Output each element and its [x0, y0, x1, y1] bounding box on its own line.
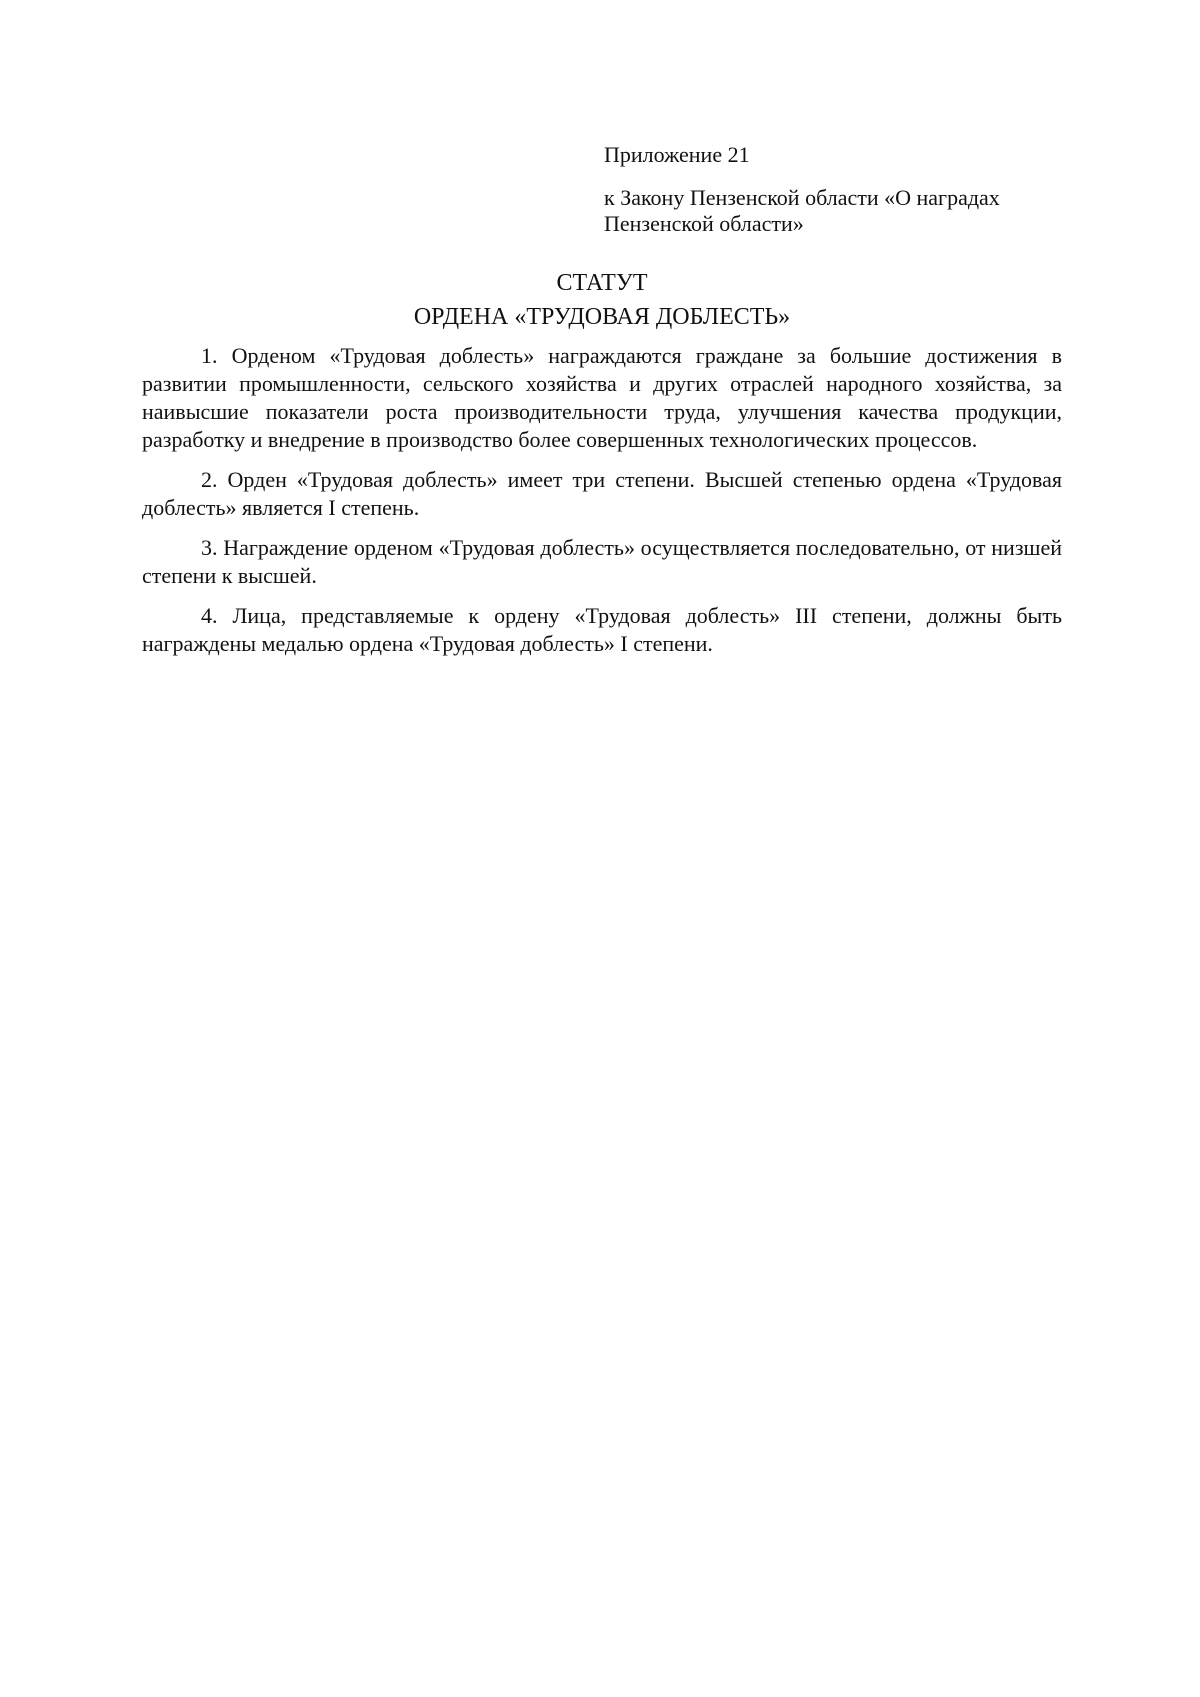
- annex-block: [604, 142, 1084, 237]
- statute-body: [142, 342, 1062, 670]
- paragraph-4: 4. Лица, представляемые к ордену «Трудовая доблесть» III степени, должны быть награждены медалью ордена «Трудовая доблесть» I степени.: [142, 603, 1062, 656]
- heading-line-2: ОРДЕНА «ТРУДОВАЯ ДОБЛЕСТЬ»: [413, 304, 791, 330]
- statute-heading: [142, 266, 1062, 334]
- paragraph-3: 3. Награждение орденом «Трудовая доблесть» осуществляется последовательно, от низшей степени к высшей.: [142, 535, 1062, 588]
- annex-title: Приложение 21: [604, 142, 750, 167]
- annex-reference: к Закону Пензенской области «О наградах Пензенской области»: [604, 185, 1000, 236]
- paragraph-1: 1. Орденом «Трудовая доблесть» награждаются граждане за большие достижения в развитии промышленности, сельского хозяйства и других отраслей народного хозяйства, за наивысшие показатели роста производительности труда, улучшения качества продукции, разработку и внедрение в производство более совершенных технологических процессов.: [142, 343, 1062, 452]
- paragraph-2: 2. Орден «Трудовая доблесть» имеет три степени. Высшей степенью ордена «Трудовая доблесть» является I степень.: [142, 467, 1062, 520]
- heading-line-1: СТАТУТ: [556, 270, 648, 296]
